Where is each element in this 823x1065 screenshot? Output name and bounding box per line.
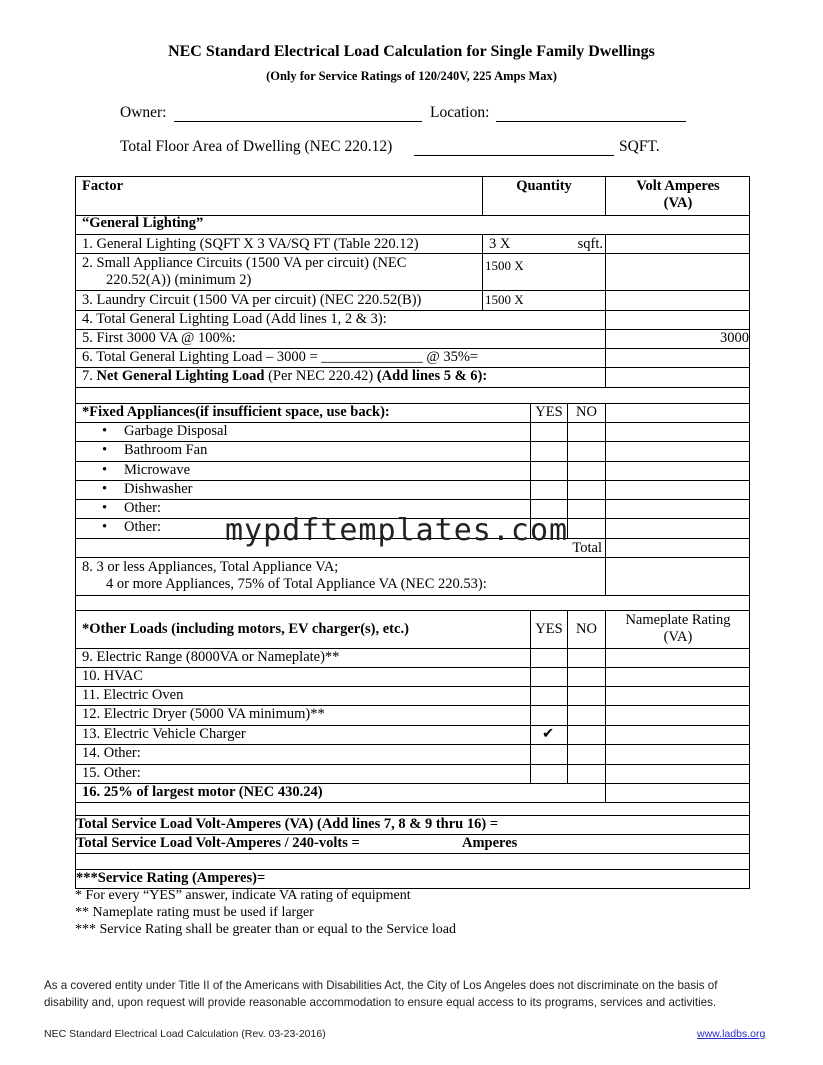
other-load-row <box>75 725 750 744</box>
general-lighting-qty[interactable]: 3 X sqft. <box>482 235 605 253</box>
table-row: 16. 25% of largest motor (NEC 430.24) <box>75 783 750 802</box>
small-appliance-qty[interactable]: 1500 X <box>482 254 605 290</box>
appliance-row <box>75 441 750 461</box>
spacer-row <box>75 595 750 610</box>
appliance-va[interactable] <box>605 481 750 499</box>
other-load-label: 12. Electric Dryer (5000 VA minimum)** <box>82 706 325 722</box>
table-row: 4. Total General Lighting Load (Add lines 1, 2 & 3): <box>75 310 750 329</box>
appliance-no-box[interactable] <box>567 481 605 499</box>
location-label: Location: <box>430 104 490 121</box>
other-load-va[interactable] <box>605 706 750 725</box>
general-lighting-va[interactable] <box>605 235 750 253</box>
appliance-label: Garbage Disposal <box>124 423 228 439</box>
sqft-label: SQFT. <box>619 138 660 155</box>
appliance-row <box>75 480 750 499</box>
appliance-yes-box[interactable] <box>530 462 567 480</box>
appliance-yes-box[interactable] <box>530 442 567 461</box>
other-load-no-box[interactable] <box>567 726 605 744</box>
appliance-no-box[interactable] <box>567 442 605 461</box>
fixed-appliances-heading-row: *Fixed Appliances(if insufficient space, use back): YES NO <box>75 403 750 422</box>
header-quantity: Quantity <box>482 177 605 215</box>
spacer-row <box>75 853 750 869</box>
appliance-yes-box[interactable] <box>530 423 567 441</box>
appliance-label: Other: <box>124 519 162 535</box>
remaining-lighting-va[interactable] <box>605 349 750 367</box>
appliance-va[interactable] <box>605 500 750 518</box>
appliance-va[interactable] <box>605 519 750 538</box>
other-load-label: 10. HVAC <box>82 668 143 684</box>
floor-area-field[interactable] <box>414 139 614 156</box>
bullet-icon: • <box>102 442 108 458</box>
appliance-va[interactable] <box>605 442 750 461</box>
table-header-row <box>75 176 750 215</box>
other-load-row <box>75 686 750 705</box>
other-load-row <box>75 744 750 764</box>
header-volt-amperes: Volt Amperes (VA) <box>605 177 750 215</box>
owner-field[interactable] <box>174 105 422 122</box>
other-load-row <box>75 705 750 725</box>
other-load-row <box>75 667 750 686</box>
notes: * For every “YES” answer, indicate VA rating of equipment ** Nameplate rating must be used if larger *** Service Rating shall be greater than or equal to the Service load <box>75 888 456 937</box>
other-load-no-box[interactable] <box>567 706 605 725</box>
other-load-va[interactable] <box>605 649 750 667</box>
other-load-va[interactable] <box>605 765 750 783</box>
other-load-yes-box[interactable] <box>530 649 567 667</box>
other-load-row <box>75 648 750 667</box>
spacer-row <box>75 802 750 815</box>
appliance-demand-va[interactable] <box>605 558 750 595</box>
other-load-no-box[interactable] <box>567 649 605 667</box>
appliance-label: Dishwasher <box>124 481 193 497</box>
table-row: 8. 3 or less Appliances, Total Appliance VA; 4 or more Appliances, 75% of Total Appliance VA (NEC 220.53): <box>75 557 750 595</box>
other-load-yes-box[interactable] <box>530 706 567 725</box>
other-load-label: 15. Other: <box>82 765 141 781</box>
footer-revision: NEC Standard Electrical Load Calculation (Rev. 03-23-2016) <box>44 1028 326 1040</box>
table-row: 6. Total General Lighting Load – 3000 = ______________ @ 35%= <box>75 348 750 367</box>
appliance-va[interactable] <box>605 423 750 441</box>
appliance-label: Bathroom Fan <box>124 442 208 458</box>
bullet-icon: • <box>102 462 108 478</box>
appliance-total-label: Total <box>572 540 602 556</box>
small-appliance-va[interactable] <box>605 254 750 290</box>
appliance-row <box>75 461 750 480</box>
other-load-va[interactable] <box>605 668 750 686</box>
total-va-row <box>75 815 750 834</box>
other-load-yes-box[interactable] <box>530 726 567 744</box>
appliance-no-box[interactable] <box>567 500 605 518</box>
bullet-icon: • <box>102 500 108 516</box>
owner-label: Owner: <box>120 104 167 121</box>
floor-area-label: Total Floor Area of Dwelling (NEC 220.12) <box>120 138 393 155</box>
appliance-row <box>75 422 750 441</box>
appliance-label: Microwave <box>124 462 191 478</box>
other-load-va[interactable] <box>605 726 750 744</box>
other-loads-heading: *Other Loads (including motors, EV charger(s), etc.) <box>82 621 409 637</box>
other-load-va[interactable] <box>605 687 750 705</box>
spacer-row <box>75 387 750 403</box>
largest-motor-va[interactable] <box>605 784 750 802</box>
appliance-no-box[interactable] <box>567 519 605 538</box>
service-rating: ***Service Rating (Amperes)= <box>76 870 266 886</box>
other-load-label: 9. Electric Range (8000VA or Nameplate)** <box>82 649 340 665</box>
other-loads-heading-row: *Other Loads (including motors, EV charger(s), etc.) YES NO Nameplate Rating (VA) <box>75 610 750 648</box>
other-load-label: 13. Electric Vehicle Charger <box>82 726 246 742</box>
other-load-va[interactable] <box>605 745 750 764</box>
amperes-label: Amperes <box>462 835 518 851</box>
first-3000-va: 3000 <box>605 330 750 348</box>
general-lighting-heading-row <box>75 215 750 234</box>
header-factor: Factor <box>82 178 124 194</box>
other-load-yes-box[interactable] <box>530 687 567 705</box>
bullet-icon: • <box>102 519 108 535</box>
ada-statement: As a covered entity under Title II of the Americans with Disabilities Act, the City of Los Angeles does not discriminate on the basis of disability and, upon request will provide reasonable accommodation to ensure equal access to its programs, services and activities. <box>44 979 718 1009</box>
other-load-no-box[interactable] <box>567 687 605 705</box>
appliance-label: Other: <box>124 500 162 516</box>
total-amps-row <box>75 834 750 853</box>
total-service-load-amps: Total Service Load Volt-Amperes / 240-volts = <box>76 835 360 851</box>
appliance-yes-box[interactable] <box>530 481 567 499</box>
page-title: NEC Standard Electrical Load Calculation for Single Family Dwellings <box>168 43 655 60</box>
appliance-total-va[interactable] <box>605 539 750 557</box>
table-row: 1. General Lighting (SQFT X 3 VA/SQ FT (Table 220.12) 3 X sqft. <box>75 234 750 253</box>
page-subtitle: (Only for Service Ratings of 120/240V, 225 Amps Max) <box>266 69 557 83</box>
total-service-load-va: Total Service Load Volt-Amperes (VA) (Add lines 7, 8 & 9 thru 16) = <box>76 816 499 832</box>
other-load-yes-box[interactable] <box>530 745 567 764</box>
other-load-yes-box[interactable] <box>530 765 567 783</box>
laundry-qty[interactable]: 1500 X <box>482 291 605 310</box>
bullet-icon: • <box>102 481 108 497</box>
other-load-row <box>75 764 750 783</box>
laundry-va[interactable] <box>605 291 750 310</box>
appliance-va[interactable] <box>605 462 750 480</box>
general-lighting-heading: “General Lighting” <box>82 215 204 231</box>
watermark: mypdftemplates.com <box>225 513 569 548</box>
fixed-appliances-heading: *Fixed Appliances(if insufficient space, use back): <box>82 404 390 420</box>
table-row: 5. First 3000 VA @ 100%: 3000 <box>75 329 750 348</box>
nameplate-header: Nameplate Rating (VA) <box>605 611 750 648</box>
other-load-label: 14. Other: <box>82 745 141 761</box>
other-load-no-box[interactable] <box>567 765 605 783</box>
net-general-lighting-va[interactable] <box>605 368 750 387</box>
service-rating-row <box>75 869 750 889</box>
other-load-yes-box[interactable] <box>530 668 567 686</box>
ladbs-link[interactable]: www.ladbs.org <box>697 1028 766 1040</box>
other-load-label: 11. Electric Oven <box>82 687 184 703</box>
appliance-no-box[interactable] <box>567 462 605 480</box>
location-field[interactable] <box>496 105 686 122</box>
check-mark-icon: ✔ <box>542 726 555 742</box>
total-general-lighting-va[interactable] <box>605 311 750 329</box>
appliance-no-box[interactable] <box>567 423 605 441</box>
other-load-no-box[interactable] <box>567 668 605 686</box>
table-row: 7. Net General Lighting Load (Per NEC 220.42) (Add lines 5 & 6): <box>75 367 750 387</box>
bullet-icon: • <box>102 423 108 439</box>
table-row: 3. Laundry Circuit (1500 VA per circuit) (NEC 220.52(B)) 1500 X <box>75 290 750 310</box>
other-load-no-box[interactable] <box>567 745 605 764</box>
table-row: 2. Small Appliance Circuits (1500 VA per circuit) (NEC 220.52(A)) (minimum 2) 1500 X <box>75 253 750 290</box>
